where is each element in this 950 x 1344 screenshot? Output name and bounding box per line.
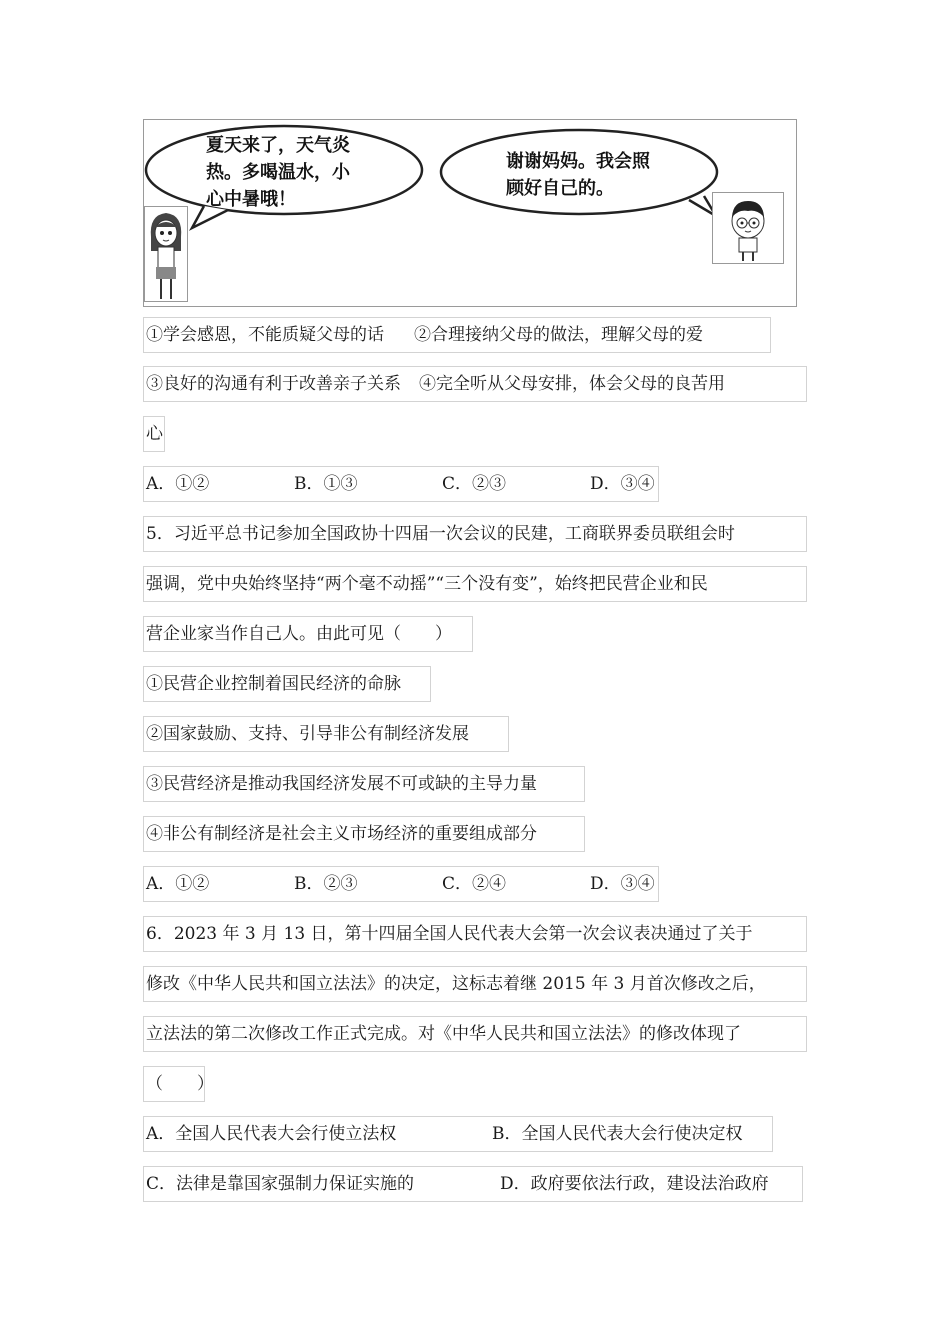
q5-option-a[interactable]: A．①② — [146, 874, 210, 894]
boy-character-icon — [713, 193, 783, 263]
q5-options-row — [143, 866, 659, 902]
q4-option-b[interactable]: B．①③ — [294, 474, 358, 494]
q5-option-b[interactable]: B．②③ — [294, 874, 358, 894]
q6-stem-line-3 — [143, 1016, 807, 1052]
q5-stem-text: 营企业家当作自己人。由此可见（ ） — [146, 624, 452, 644]
q5-statement-row-4 — [143, 816, 585, 852]
q4-statement-3: ③良好的沟通有利于改善亲子关系 — [146, 374, 401, 394]
q6-options-row-1 — [143, 1116, 773, 1152]
q5-stem-line-2 — [143, 566, 807, 602]
q5-option-c[interactable]: C．②④ — [442, 874, 507, 894]
mother-figure — [144, 206, 188, 302]
q4-statement-row-2 — [143, 366, 807, 402]
q5-statement-1: ①民营企业控制着国民经济的命脉 — [146, 674, 401, 694]
q4-statement-4-continued: 心 — [146, 424, 163, 444]
child-speech-line: 顾好自己的。 — [506, 178, 614, 199]
q5-stem-text: 5．习近平总书记参加全国政协十四届一次会议的民建，工商联界委员联组会时 — [146, 524, 735, 544]
child-figure — [712, 192, 784, 264]
q6-option-c[interactable]: C．法律是靠国家强制力保证实施的 — [146, 1174, 415, 1194]
q6-options-row-2 — [143, 1166, 803, 1202]
q5-statement-2: ②国家鼓励、支持、引导非公有制经济发展 — [146, 724, 469, 744]
q6-option-d[interactable]: D．政府要依法行政，建设法治政府 — [500, 1174, 769, 1194]
q5-stem-line-1 — [143, 516, 807, 552]
q6-stem-line-4 — [143, 1066, 214, 1102]
q4-option-a[interactable]: A．①② — [146, 474, 210, 494]
q6-option-a[interactable]: A．全国人民代表大会行使立法权 — [146, 1124, 397, 1144]
girl-character-icon — [145, 207, 187, 301]
q4-options-row — [143, 466, 659, 502]
q5-statement-row-2 — [143, 716, 509, 752]
q5-option-d[interactable]: D．③④ — [590, 874, 655, 894]
q6-stem-line-1 — [143, 916, 807, 952]
q6-answer-bracket: （ ） — [146, 1074, 214, 1094]
child-speech-line: 谢谢妈妈。我会照 — [506, 151, 650, 172]
q5-statement-3: ③民营经济是推动我国经济发展不可或缺的主导力量 — [146, 774, 537, 794]
mother-speech-line: 热。多喝温水，小 — [206, 162, 350, 183]
q6-stem-text: 修改《中华人民共和国立法法》的决定，这标志着继 2015 年 3 月首次修改之后， — [146, 974, 766, 994]
q5-statement-4: ④非公有制经济是社会主义市场经济的重要组成部分 — [146, 824, 537, 844]
mother-speech-line: 心中暑哦！ — [206, 189, 296, 210]
q6-stem-text: 立法法的第二次修改工作正式完成。对《中华人民共和国立法法》的修改体现了 — [146, 1024, 741, 1044]
q5-stem-text: 强调，党中央始终坚持“两个毫不动摇”“三个没有变”，始终把民营企业和民 — [146, 574, 708, 594]
q4-statement-row-1 — [143, 317, 771, 353]
q4-statement-4: ④完全听从父母安排，体会父母的良苦用 — [419, 374, 725, 394]
q4-statement-2: ②合理接纳父母的做法，理解父母的爱 — [414, 325, 703, 345]
q4-statement-1: ①学会感恩，不能质疑父母的话 — [146, 325, 384, 345]
q4-option-d[interactable]: D．③④ — [590, 474, 655, 494]
q5-statement-row-1 — [143, 666, 431, 702]
q4-statement-row-3 — [143, 416, 165, 452]
q4-option-c[interactable]: C．②③ — [442, 474, 507, 494]
q5-stem-line-3 — [143, 616, 473, 652]
q6-stem-line-2 — [143, 966, 807, 1002]
q5-statement-row-3 — [143, 766, 585, 802]
mother-speech-line: 夏天来了，天气炎 — [206, 135, 350, 156]
mother-speech-bubble — [206, 132, 350, 213]
q6-stem-text: 6．2023 年 3 月 13 日，第十四届全国人民代表大会第一次会议表决通过了关于 — [146, 924, 753, 944]
q6-option-b[interactable]: B．全国人民代表大会行使决定权 — [492, 1124, 743, 1144]
child-speech-bubble — [506, 148, 650, 202]
cartoon-figure — [143, 119, 797, 307]
